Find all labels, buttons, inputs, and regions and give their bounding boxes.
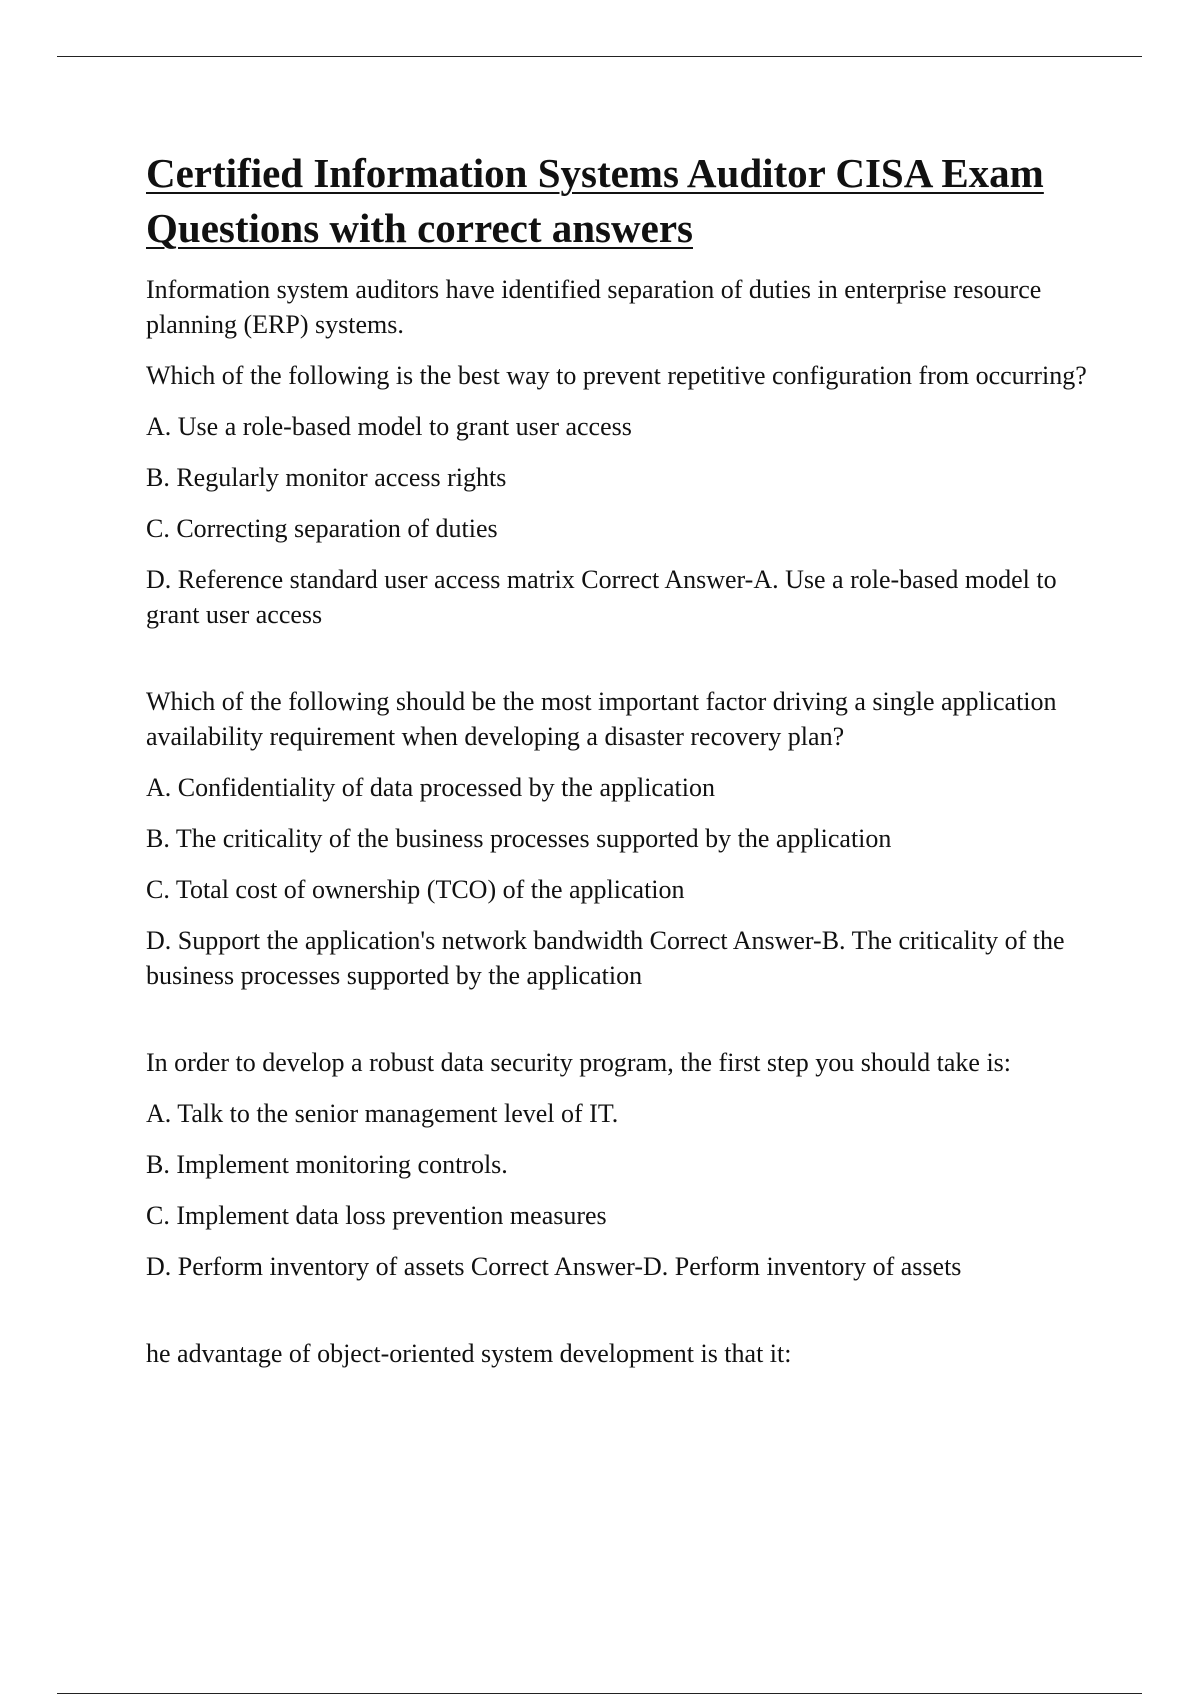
answer-option-a: A. Talk to the senior management level of IT. xyxy=(146,1099,619,1128)
answer-option-d: D. Perform inventory of assets Correct Answer-D. Perform inventory of assets xyxy=(146,1252,962,1281)
question-intro: Information system auditors have identified separation of duties in enterprise resource planning (ERP) systems. xyxy=(146,275,1042,339)
answer-option-b: B. The criticality of the business processes supported by the application xyxy=(146,824,892,853)
answer-option-c: C. Correcting separation of duties xyxy=(146,514,498,543)
question-prompt: In order to develop a robust data security program, the first step you should take is: xyxy=(146,1048,1012,1077)
answer-option-b: B. Regularly monitor access rights xyxy=(146,463,507,492)
header-rule xyxy=(57,56,1142,57)
question-prompt: Which of the following should be the most important factor driving a single application availability requirement when developing a disaster recovery plan? xyxy=(146,687,1057,751)
question-4 xyxy=(146,1336,1106,1371)
document-body xyxy=(146,146,1106,1387)
document-title: Certified Information Systems Auditor CISA Exam Questions with correct answers xyxy=(146,150,1044,251)
answer-option-b: B. Implement monitoring controls. xyxy=(146,1150,508,1179)
answer-option-a: A. Confidentiality of data processed by the application xyxy=(146,773,715,802)
question-prompt: Which of the following is the best way to prevent repetitive configuration from occurring? xyxy=(146,361,1087,390)
answer-option-c: C. Implement data loss prevention measures xyxy=(146,1201,607,1230)
question-2 xyxy=(146,684,1106,993)
question-3 xyxy=(146,1045,1106,1284)
question-prompt: he advantage of object-oriented system development is that it: xyxy=(146,1339,792,1368)
footer-rule xyxy=(57,1693,1142,1694)
answer-option-d: D. Support the application's network bandwidth Correct Answer-B. The criticality of the business processes supported by the application xyxy=(146,926,1065,990)
answer-option-d: D. Reference standard user access matrix Correct Answer-A. Use a role-based model to grant user access xyxy=(146,565,1057,629)
answer-option-c: C. Total cost of ownership (TCO) of the application xyxy=(146,875,685,904)
question-1 xyxy=(146,272,1106,632)
answer-option-a: A. Use a role-based model to grant user access xyxy=(146,412,632,441)
